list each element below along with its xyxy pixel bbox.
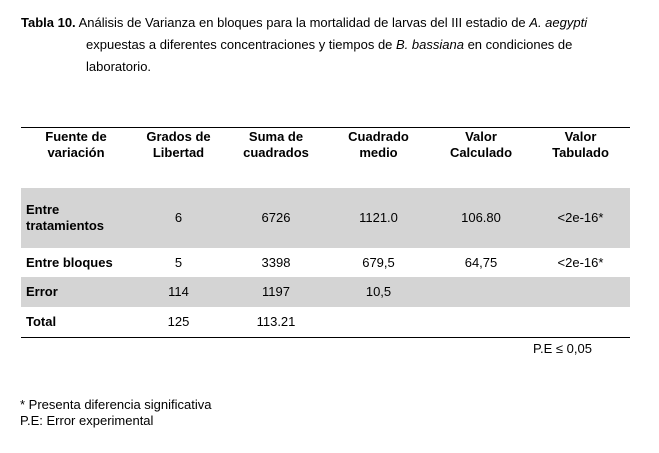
- cell-fuente: Total: [26, 314, 57, 329]
- cell-cm: 10,5: [326, 277, 431, 307]
- caption-text-1: Análisis de Varianza en bloques para la mortalidad de larvas del III estadio de: [75, 15, 530, 30]
- anova-table: [21, 127, 630, 338]
- cell-sc: 6726: [226, 188, 326, 248]
- table-row: [21, 188, 630, 248]
- cell-vc: [431, 307, 531, 338]
- cell-vc: 106.80: [431, 188, 531, 248]
- cell-gl: 5: [174, 254, 183, 270]
- cell-fuente: Entre bloques: [26, 254, 113, 270]
- cell-vt: <2e-16*: [531, 188, 630, 248]
- cell-cm: 1121.0: [326, 188, 431, 248]
- pe-note: P.E ≤ 0,05: [533, 341, 592, 356]
- cell-vt: [531, 277, 630, 307]
- caption-species-1: A. aegypti: [529, 15, 588, 30]
- table-row: [21, 248, 630, 277]
- footnote-pe: P.E: Error experimental: [20, 413, 154, 428]
- caption-line-2: [21, 34, 641, 56]
- cell-fuente: Entre tratamientos: [21, 188, 131, 248]
- cell-vc: 64,75: [464, 254, 498, 270]
- cell-sc: 1197: [226, 277, 326, 307]
- caption-species-2: B. bassiana: [396, 37, 464, 52]
- cell-gl: 114: [131, 277, 226, 307]
- table-caption: [21, 12, 641, 78]
- caption-line-1: [21, 12, 641, 34]
- cell-cm: [326, 307, 431, 338]
- header-fuente: Fuente de variación: [45, 129, 107, 160]
- cell-vc: [431, 277, 531, 307]
- footnotes: [20, 397, 212, 429]
- cell-vt: [531, 307, 630, 338]
- cell-vt: <2e-16*: [557, 254, 604, 270]
- header-valor-tabulado: Valor Tabulado: [552, 129, 609, 160]
- header-row: [21, 128, 630, 189]
- cell-gl: 125: [167, 314, 190, 329]
- cell-sc: 113.21: [256, 314, 296, 329]
- header-cuadrado-medio: Cuadrado medio: [348, 129, 409, 160]
- caption-text-2b: en condiciones de: [463, 37, 573, 52]
- footnote-significance: * Presenta diferencia significativa: [20, 397, 212, 412]
- table-row: [21, 307, 630, 338]
- caption-text-2a: expuestas a diferentes concentraciones y tiempos de: [86, 37, 397, 52]
- cell-sc: 3398: [261, 254, 291, 270]
- table-row: [21, 277, 630, 307]
- header-grados-libertad: Grados de Libertad: [146, 129, 211, 160]
- cell-cm: 679,5: [362, 254, 395, 270]
- caption-line-3: laboratorio.: [86, 59, 152, 74]
- caption-label: Tabla 10.: [21, 15, 76, 30]
- cell-fuente: Error: [21, 277, 131, 307]
- header-suma-cuadrados: Suma de cuadrados: [243, 129, 309, 160]
- header-valor-calculado: Valor Calculado: [449, 129, 513, 160]
- cell-gl: 6: [131, 188, 226, 248]
